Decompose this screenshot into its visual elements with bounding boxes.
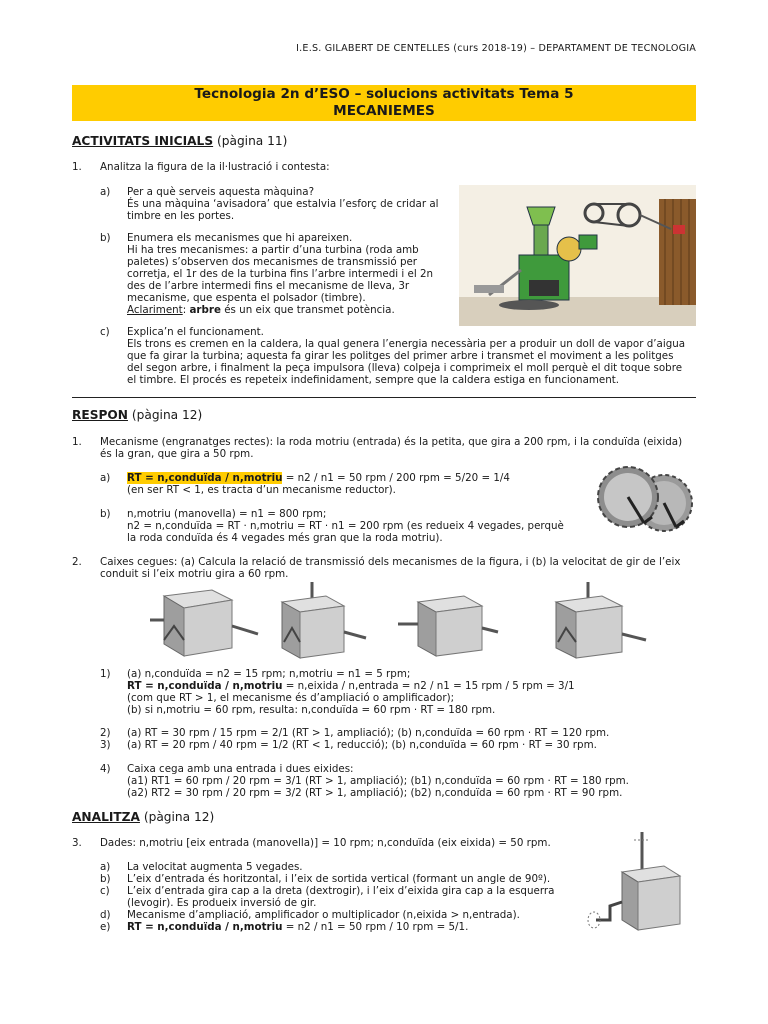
item-answer: Mecanisme d’ampliació, amplificador o multiplicador (n,eixida > n,entrada). [127,909,520,921]
item-answer: És una màquina ‘avisadora’ que estalvia l’esforç de cridar al [127,198,439,210]
item-answer: Hi ha tres mecanismes: a partir d’una turbina (roda amb [127,244,419,256]
section-respon [72,409,202,421]
section-divider [72,397,696,398]
clarification-term: arbre [189,304,221,316]
formula-line [127,680,575,692]
clarification-text: és un eix que transmet potència. [220,304,395,316]
section-title: ANALITZA [72,810,140,824]
item-label: d) [100,909,111,921]
clarification-label: Aclariment [127,304,183,316]
item-answer: timbre en les portes. [127,210,235,222]
item-answer: corretja, el 1r des de la turbina fins l’arbre intermedi i el 2n [127,268,434,280]
page-header: I.E.S. GILABERT DE CENTELLES (curs 2018-19) – DEPARTAMENT DE TECNOLOGIA [296,43,696,54]
item-answer: (a) RT = 30 rpm / 15 rpm = 2/1 (RT > 1, ampliació); (b) n,conduïda = 60 rpm · RT = 120 rpm. [127,727,610,739]
item-label: b) [100,508,111,520]
question-number: 3. [72,837,82,849]
item-answer: (com que RT > 1, el mecanisme és d’ampliació o amplificador); [127,692,455,704]
formula-rest: = n2 / n1 = 50 rpm / 200 rpm = 5/20 = 1/4 [282,472,510,484]
bold-formula: RT = n,conduïda / n,motriu [127,680,283,692]
question-number: 2. [72,556,82,568]
item-answer: n2 = n,conduïda = RT · n,motriu = RT · n1 = 200 rpm (es redueix 4 vegades, perquè [127,520,564,532]
question-text: Dades: n,motriu [eix entrada (manovella)] = 10 rpm; n,conduïda (eix eixida) = 50 rpm. [100,837,551,849]
item-answer: Els trons es cremen en la caldera, la qual genera l’energia necessària per a produir un doll de vapor d’aigua [127,338,686,350]
item-question: Enumera els mecanismes que hi apareixen. [127,232,353,244]
item-answer: el timbre. El procés es repeteix indefinidament, sempre que la caldera estiga en funcionament. [127,374,620,386]
clarification-sep: : [182,304,190,316]
item-label: a) [100,861,111,873]
question-text: és la gran, que gira a 50 rpm. [100,448,254,460]
question-text: Mecanisme (engranatges rectes): la roda motriu (entrada) és la petita, que gira a 200 rpm, i la conduïda (eixida) [100,436,683,448]
item-answer: L’eix d’entrada gira cap a la dreta (dextrogir), i l’eix d’eixida gira cap a la esquerra [127,885,555,897]
formula-line [127,472,510,484]
section-page: (pàgina 11) [213,134,288,148]
item-answer: (b) si n,motriu = 60 rpm, resulta: n,conduïda = 60 rpm · RT = 180 rpm. [127,704,496,716]
clarification-line [127,304,395,316]
item-answer: paletes) s’observen dos mecanismes de transmissió per [127,256,418,268]
section-activitats-inicials [72,135,287,147]
machine-illustration [459,185,696,326]
highlighted-formula: RT = n,conduïda / n,motriu [127,472,283,484]
formula-line [127,921,468,933]
item-label: a) [100,186,111,198]
question-text: Caixes cegues: (a) Calcula la relació de transmissió dels mecanismes de la figura, i (b) la velocitat de gir de l’eix [100,556,681,568]
item-answer: n,motriu (manovella) = n1 = 800 rpm; [127,508,327,520]
item-label: e) [100,921,111,933]
section-title: ACTIVITATS INICIALS [72,134,214,148]
gears-illustration [594,463,696,541]
item-label: c) [100,326,110,338]
question-number: 1. [72,161,82,173]
item-label: 2) [100,727,111,739]
question-text: conduit si l’eix motriu gira a 60 rpm. [100,568,289,580]
item-answer: que fa girar la turbina; aquesta fa girar les politges del primer arbre i transmet el moviment a les politges [127,350,674,362]
item-answer: (a) n,conduïda = n2 = 15 rpm; n,motriu = n1 = 5 rpm; [127,668,411,680]
item-label: c) [100,885,110,897]
item-label: 1) [100,668,111,680]
blind-box-4 [530,582,648,658]
formula-rest: = n2 / n1 = 50 rpm / 10 rpm = 5/1. [282,921,469,933]
question-number: 1. [72,436,82,448]
title-line-1: Tecnologia 2n d’ESO – solucions activitats Tema 5 [194,86,574,102]
item-answer: (a) RT = 20 rpm / 40 rpm = 1/2 (RT < 1, reducció); (b) n,conduïda = 60 rpm · RT = 30 rpm. [127,739,597,751]
item-label: a) [100,472,111,484]
item-answer: (a2) RT2 = 30 rpm / 20 rpm = 3/2 (RT > 1, ampliació); (b2) n,conduïda = 60 rpm · RT = 90 rpm. [127,787,623,799]
blind-box-3 [398,582,498,658]
item-answer: (a1) RT1 = 60 rpm / 20 rpm = 3/1 (RT > 1, ampliació); (b1) n,conduïda = 60 rpm · RT = 180 rpm. [127,775,629,787]
item-answer: del segon arbre, i finalment la peça impulsora (lleva) colpeja i comprimeix el moll perquè el dit toque sobre [127,362,683,374]
blind-box-2 [258,582,368,658]
section-analitza [72,811,214,823]
item-answer: la roda conduïda és 4 vegades més gran que la roda motriu). [127,532,443,544]
title-line-2: MECANIEMES [333,103,435,119]
item-label: 3) [100,739,111,751]
item-answer: mecanisme, que espenta el polsador (timbre). [127,292,366,304]
section-title: RESPON [72,408,128,422]
formula-rest: = n,eixida / n,entrada = n2 / n1 = 15 rpm / 5 rpm = 3/1 [282,680,575,692]
item-question: Explica’n el funcionament. [127,326,264,338]
item-answer: Caixa cega amb una entrada i dues eixides: [127,763,354,775]
item-label: b) [100,873,111,885]
section-page: (pàgina 12) [127,408,203,422]
item-answer: La velocitat augmenta 5 vegades. [127,861,303,873]
item-answer: des de l’arbre intermedi fins el mecanisme de lleva, 3r [127,280,410,292]
question-text: Analitza la figura de la il·lustració i contesta: [100,161,330,173]
item-answer: (levogir). Es produeix inversió de gir. [127,897,317,909]
item-question: Per a què serveis aquesta màquina? [127,186,315,198]
item-label: b) [100,232,111,244]
item-answer: (en ser RT < 1, es tracta d’un mecanisme reductor). [127,484,396,496]
item-label: 4) [100,763,111,775]
section-page: (pàgina 12) [139,810,215,824]
title-banner [72,85,696,121]
blind-box-1 [150,582,260,658]
bold-formula: RT = n,conduïda / n,motriu [127,921,283,933]
item-answer: L’eix d’entrada és horitzontal, i l’eix de sortida vertical (formant un angle de 90º). [127,873,551,885]
gearbox-illustration [582,832,684,936]
